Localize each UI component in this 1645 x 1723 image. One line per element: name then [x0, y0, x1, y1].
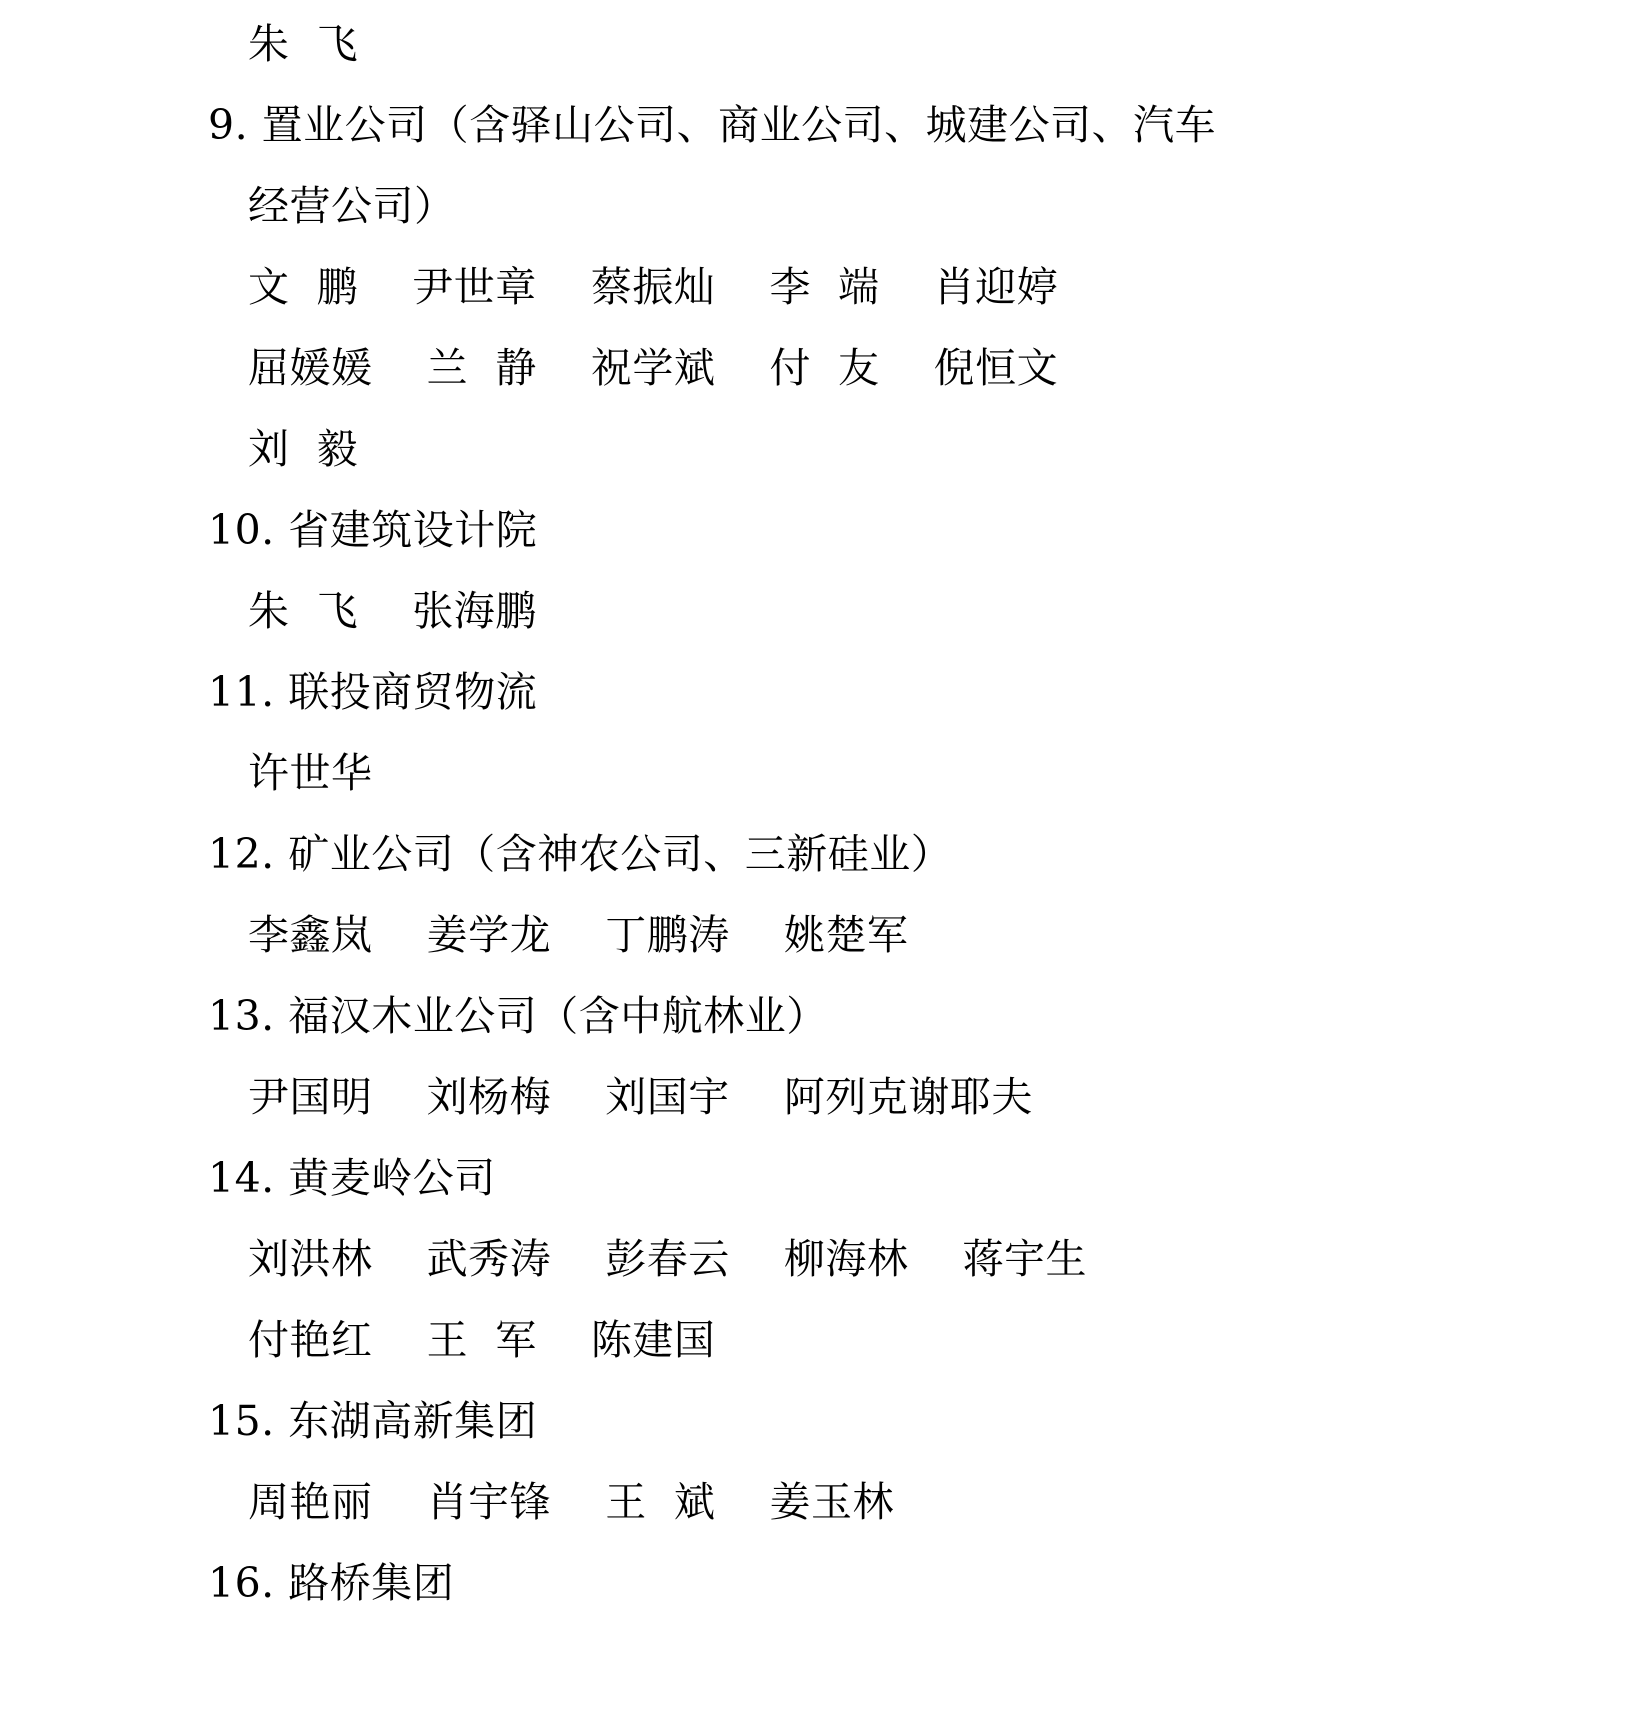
name-row: 付艳红 王 军 陈建国: [248, 1316, 716, 1364]
name-row: 朱 飞: [248, 20, 359, 68]
list-item: 12. 矿业公司（含神农公司、三新硅业）: [208, 830, 953, 878]
name-row: 屈媛媛 兰 静 祝学斌 付 友 倪恒文: [248, 344, 1059, 392]
list-item: 11. 联投商贸物流: [208, 668, 538, 716]
list-item: 10. 省建筑设计院: [208, 506, 538, 554]
name-row: 尹国明 刘杨梅 刘国宇 阿列克谢耶夫: [248, 1073, 1033, 1121]
list-item: 16. 路桥集团: [208, 1559, 455, 1607]
name-row: 文 鹏 尹世章 蔡振灿 李 端 肖迎婷: [248, 263, 1059, 311]
list-item: 14. 黄麦岭公司: [208, 1154, 496, 1202]
name-row: 许世华: [248, 749, 373, 797]
name-row: 刘洪林 武秀涛 彭春云 柳海林 蒋宇生: [248, 1235, 1088, 1283]
list-item: 9. 置业公司（含驿山公司、商业公司、城建公司、汽车: [208, 101, 1217, 149]
list-item: 15. 东湖高新集团: [208, 1397, 538, 1445]
name-row: 刘 毅: [248, 425, 359, 473]
list-item-continuation: 经营公司）: [248, 182, 456, 230]
name-row: 李鑫岚 姜学龙 丁鹏涛 姚楚军: [248, 911, 909, 959]
name-row: 周艳丽 肖宇锋 王 斌 姜玉林: [248, 1478, 894, 1526]
name-row: 朱 飞 张海鹏: [248, 587, 537, 635]
list-item: 13. 福汉木业公司（含中航林业）: [208, 992, 828, 1040]
